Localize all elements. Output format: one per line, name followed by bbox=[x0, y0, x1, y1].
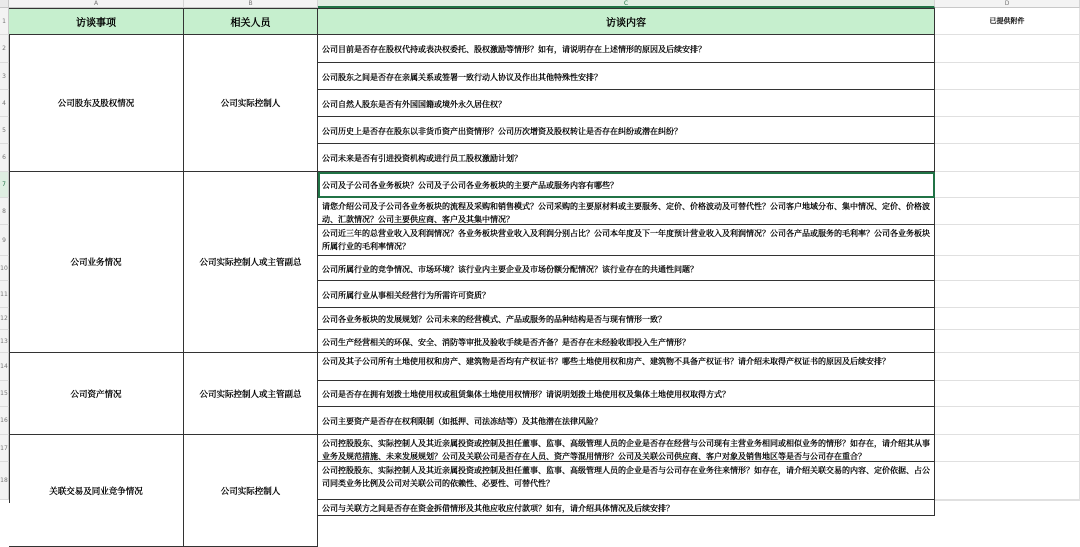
attachment-cell[interactable] bbox=[935, 144, 1080, 172]
attachment-cell[interactable] bbox=[935, 198, 1080, 225]
attachment-cell[interactable] bbox=[935, 407, 1080, 435]
content-cell[interactable]: 公司历史上是否存在股东以非货币资产出资情形？公司历次增资及股权转让是否存在纠纷或潜在纠纷？ bbox=[318, 117, 935, 144]
row-header-5[interactable]: 5 bbox=[0, 117, 9, 144]
row-header-12[interactable]: 12 bbox=[0, 308, 9, 330]
attachment-cell[interactable] bbox=[935, 308, 1080, 330]
person-cell[interactable]: 公司实际控制人或主管副总 bbox=[184, 353, 318, 435]
row-header-13[interactable]: 13 bbox=[0, 330, 9, 353]
row-header-3[interactable]: 3 bbox=[0, 63, 9, 90]
attachment-cell[interactable] bbox=[935, 117, 1080, 144]
topic-cell[interactable]: 公司业务情况 bbox=[9, 172, 184, 353]
row-header-9[interactable]: 9 bbox=[0, 225, 9, 256]
topic-cell[interactable]: 公司资产情况 bbox=[9, 353, 184, 435]
attachment-cell[interactable] bbox=[935, 90, 1080, 117]
row-header-1[interactable]: 1 bbox=[0, 8, 9, 35]
column-header-a[interactable]: A bbox=[9, 0, 184, 8]
select-all-corner[interactable] bbox=[0, 0, 9, 8]
attachment-cell[interactable] bbox=[935, 330, 1080, 353]
row-header-10[interactable]: 10 bbox=[0, 256, 9, 281]
header-cell-attachments[interactable]: 已提供附件 bbox=[935, 8, 1080, 35]
content-cell[interactable]: 公司生产经营相关的环保、安全、消防等审批及验收手续是否齐备？是否存在未经验收即投入生产情形？ bbox=[318, 330, 935, 353]
content-cell[interactable]: 公司股东之间是否存在亲属关系或签署一致行动人协议及作出其他特殊性安排？ bbox=[318, 63, 935, 90]
attachment-cell[interactable] bbox=[935, 500, 1080, 501]
row-header-18[interactable]: 18 bbox=[0, 462, 9, 500]
header-cell-content[interactable]: 访谈内容 bbox=[318, 8, 935, 35]
attachment-cell[interactable] bbox=[935, 225, 1080, 256]
content-cell[interactable]: 请您介绍公司及子公司各业务板块的流程及采购和销售模式？公司采购的主要原材料或主要服务、定价、价格波动及可替代性？公司客户地域分布、集中情况、定价、价格波动、汇款情况？公司主要供应商、客户及其集中情况？ bbox=[318, 198, 935, 225]
content-cell[interactable]: 公司目前是否存在股权代持或表决权委托、股权激励等情形？如有，请说明存在上述情形的原因及后续安排？ bbox=[318, 35, 935, 63]
row-header-6[interactable]: 6 bbox=[0, 144, 9, 172]
content-cell[interactable]: 公司控股股东、实际控制人及其近亲属投资或控制及担任董事、监事、高级管理人员的企业是否存在经营与公司现有主营业务相同或相似业务的情形？如存在，请介绍其从事业务及规范措施、未来发展规划？公司及关联公司是否存在人员、资产等混用情形？公司及关联公司供应商、客户对象及销售地区等是否与公司存在重合？ bbox=[318, 435, 935, 462]
content-cell[interactable]: 公司及其子公司所有土地使用权和房产、建筑物是否均有产权证书？哪些土地使用权和房产、建筑物不具备产权证书？请介绍未取得产权证书的原因及后续安排？ bbox=[318, 353, 935, 381]
row-header-14[interactable]: 14 bbox=[0, 353, 9, 381]
person-cell[interactable]: 公司实际控制人 bbox=[184, 35, 318, 172]
row-header-7[interactable]: 7 bbox=[0, 172, 9, 198]
content-cell[interactable]: 公司未来是否有引进投资机构或进行员工股权激励计划？ bbox=[318, 144, 935, 172]
row-header-4[interactable]: 4 bbox=[0, 90, 9, 117]
content-cell[interactable]: 公司所属行业从事相关经营行为所需许可资质？ bbox=[318, 281, 935, 308]
content-cell[interactable]: 公司与关联方之间是否存在资金拆借情形及其他应收应付款项？如有，请介绍具体情况及后续安排？ bbox=[318, 500, 935, 516]
header-cell-person[interactable]: 相关人员 bbox=[184, 8, 318, 35]
content-cell[interactable]: 公司各业务板块的发展规划？公司未来的经营模式、产品或服务的品种结构是否与现有情形一致？ bbox=[318, 308, 935, 330]
attachment-cell[interactable] bbox=[935, 353, 1080, 381]
content-cell[interactable]: 公司控股股东、实际控制人及其近亲属投资或控制及担任董事、监事、高级管理人员的企业是否与公司存在业务往来情形？如存在，请介绍关联交易的内容、定价依据、占公司同类业务比例及公司对关联公司的依赖性、必要性、可替代性？ bbox=[318, 462, 935, 500]
topic-cell[interactable]: 关联交易及同业竞争情况 bbox=[9, 435, 184, 547]
column-header-d[interactable]: D bbox=[935, 0, 1080, 8]
header-cell-topic[interactable]: 访谈事项 bbox=[9, 8, 184, 35]
person-cell[interactable]: 公司实际控制人 bbox=[184, 435, 318, 547]
content-cell[interactable]: 公司近三年的总营业收入及利润情况？各业务板块营业收入及利润分别占比？公司本年度及下一年度预计营业收入及利润情况？公司各产品或服务的毛利率？公司各业务板块所属行业的毛利率情况？ bbox=[318, 225, 935, 256]
content-cell[interactable]: 公司所属行业的竞争情况、市场环境？该行业内主要企业及市场份额分配情况？该行业存在的共通性问题？ bbox=[318, 256, 935, 281]
attachment-cell[interactable] bbox=[935, 381, 1080, 407]
attachment-cell[interactable] bbox=[935, 256, 1080, 281]
content-cell[interactable]: 公司自然人股东是否有外国国籍或境外永久居住权？ bbox=[318, 90, 935, 117]
attachment-cell[interactable] bbox=[935, 172, 1080, 198]
attachment-cell[interactable] bbox=[935, 462, 1080, 500]
row-header-11[interactable]: 11 bbox=[0, 281, 9, 308]
attachment-cell[interactable] bbox=[935, 281, 1080, 308]
topic-cell[interactable]: 公司股东及股权情况 bbox=[9, 35, 184, 172]
row-header-8[interactable]: 8 bbox=[0, 198, 9, 225]
attachment-cell[interactable] bbox=[935, 435, 1080, 462]
column-header-c[interactable]: C bbox=[318, 0, 935, 8]
content-cell[interactable]: 公司是否存在拥有划拨土地使用权或租赁集体土地使用权情形？请说明划拨土地使用权及集体土地使用权取得方式？ bbox=[318, 381, 935, 407]
content-cell[interactable]: 公司主要资产是否存在权利限制（如抵押、司法冻结等）及其他潜在法律风险？ bbox=[318, 407, 935, 435]
row-header-2[interactable]: 2 bbox=[0, 35, 9, 63]
attachment-cell[interactable] bbox=[935, 35, 1080, 63]
attachment-cell[interactable] bbox=[935, 63, 1080, 90]
row-header-16[interactable]: 16 bbox=[0, 407, 9, 435]
column-header-b[interactable]: B bbox=[184, 0, 318, 8]
person-cell[interactable]: 公司实际控制人或主管副总 bbox=[184, 172, 318, 353]
row-header-15[interactable]: 15 bbox=[0, 381, 9, 407]
content-cell[interactable]: 公司及子公司各业务板块？公司及子公司各业务板块的主要产品或服务内容有哪些？ bbox=[318, 172, 935, 198]
row-header-17[interactable]: 17 bbox=[0, 435, 9, 462]
